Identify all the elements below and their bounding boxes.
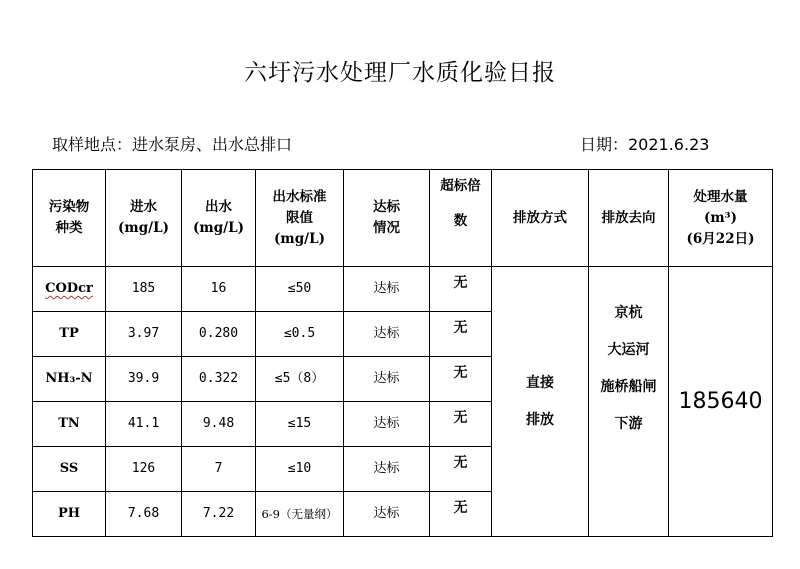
header-pollutant <box>33 170 106 267</box>
standard-cell: ≤50 <box>256 267 344 312</box>
header-inflow <box>106 170 182 267</box>
header-compliance <box>344 170 430 267</box>
exceed-cell <box>430 357 492 402</box>
header-exceed-line2: 数 <box>453 213 468 229</box>
pollutant-cell: TP <box>33 312 106 357</box>
report-date: 日期：2021.6.23 <box>580 135 710 154</box>
inflow-cell: 7.68 <box>106 492 182 537</box>
water-quality-table <box>32 169 773 537</box>
pollutant-cell: SS <box>33 447 106 492</box>
header-standard <box>256 170 344 267</box>
compliance-cell: 达标 <box>344 312 430 357</box>
compliance-cell: 达标 <box>344 357 430 402</box>
header-exceed <box>430 170 492 267</box>
outflow-cell: 0.322 <box>182 357 256 402</box>
standard-cell: ≤0.5 <box>256 312 344 357</box>
inflow-cell: 126 <box>106 447 182 492</box>
discharge-method-cell <box>492 267 589 537</box>
exceed-cell <box>430 267 492 312</box>
header-inflow-line1: 进水 <box>130 199 157 215</box>
header-compliance-line2: 情况 <box>373 220 400 236</box>
compliance-cell: 达标 <box>344 402 430 447</box>
inflow-cell: 41.1 <box>106 402 182 447</box>
header-volume-line1: 处理水量 <box>693 188 748 205</box>
outflow-cell: 0.280 <box>182 312 256 357</box>
header-exceed-line1: 超标倍 <box>440 178 481 194</box>
outflow-cell: 7 <box>182 447 256 492</box>
table-header-row <box>33 170 773 267</box>
header-volume-line2: (m³) <box>704 209 737 226</box>
pollutant-cell: NH₃-N <box>33 357 106 402</box>
exceed-cell <box>430 447 492 492</box>
header-volume-line3: (6月22日) <box>686 230 755 247</box>
header-outflow-line2: (mg/L) <box>193 220 244 236</box>
table-row <box>33 267 773 312</box>
exceed-value: 无 <box>453 319 468 336</box>
header-outflow <box>182 170 256 267</box>
pollutant-cell: TN <box>33 402 106 447</box>
discharge-dest-line2: 大运河 <box>607 342 650 358</box>
exceed-value: 无 <box>453 499 468 516</box>
outflow-cell: 9.48 <box>182 402 256 447</box>
discharge-dest-line1: 京杭 <box>614 305 643 321</box>
pollutant-name: CODcr <box>45 281 93 296</box>
sampling-location: 取样地点：进水泵房、出水总排口 <box>52 135 293 154</box>
outflow-cell: 16 <box>182 267 256 312</box>
exceed-value: 无 <box>453 274 468 291</box>
header-outflow-line1: 出水 <box>205 199 232 215</box>
header-pollutant-line1: 污染物 <box>48 199 90 215</box>
compliance-cell: 达标 <box>344 492 430 537</box>
header-standard-line2: 限值 <box>286 209 313 226</box>
discharge-method-line1: 直接 <box>526 374 554 391</box>
exceed-value: 无 <box>453 454 468 471</box>
inflow-cell: 185 <box>106 267 182 312</box>
exceed-cell <box>430 402 492 447</box>
exceed-value: 无 <box>453 364 468 381</box>
exceed-value: 无 <box>453 409 468 426</box>
pollutant-cell <box>33 267 106 312</box>
header-standard-line3: (mg/L) <box>274 230 325 247</box>
header-discharge-method: 排放方式 <box>492 170 589 267</box>
report-title: 六圩污水处理厂水质化验日报 <box>244 60 556 86</box>
inflow-cell: 3.97 <box>106 312 182 357</box>
standard-cell: ≤10 <box>256 447 344 492</box>
exceed-cell <box>430 312 492 357</box>
header-discharge-dest: 排放去向 <box>589 170 669 267</box>
header-pollutant-line2: 种类 <box>55 220 83 236</box>
header-volume <box>669 170 773 267</box>
discharge-dest-line4: 下游 <box>614 416 643 432</box>
volume-cell: 185640 <box>669 267 773 537</box>
discharge-dest-cell <box>589 267 669 537</box>
compliance-cell: 达标 <box>344 447 430 492</box>
outflow-cell: 7.22 <box>182 492 256 537</box>
exceed-cell <box>430 492 492 537</box>
header-compliance-line1: 达标 <box>373 199 400 215</box>
compliance-cell: 达标 <box>344 267 430 312</box>
inflow-cell: 39.9 <box>106 357 182 402</box>
pollutant-cell: PH <box>33 492 106 537</box>
header-inflow-line2: (mg/L) <box>118 220 169 236</box>
header-standard-line1: 出水标准 <box>272 188 327 205</box>
standard-cell: ≤15 <box>256 402 344 447</box>
discharge-method-line2: 排放 <box>526 411 554 428</box>
discharge-dest-line3: 施桥船闸 <box>600 379 657 395</box>
standard-cell: 6-9（无量纲） <box>256 492 344 537</box>
standard-cell: ≤5（8） <box>256 357 344 402</box>
